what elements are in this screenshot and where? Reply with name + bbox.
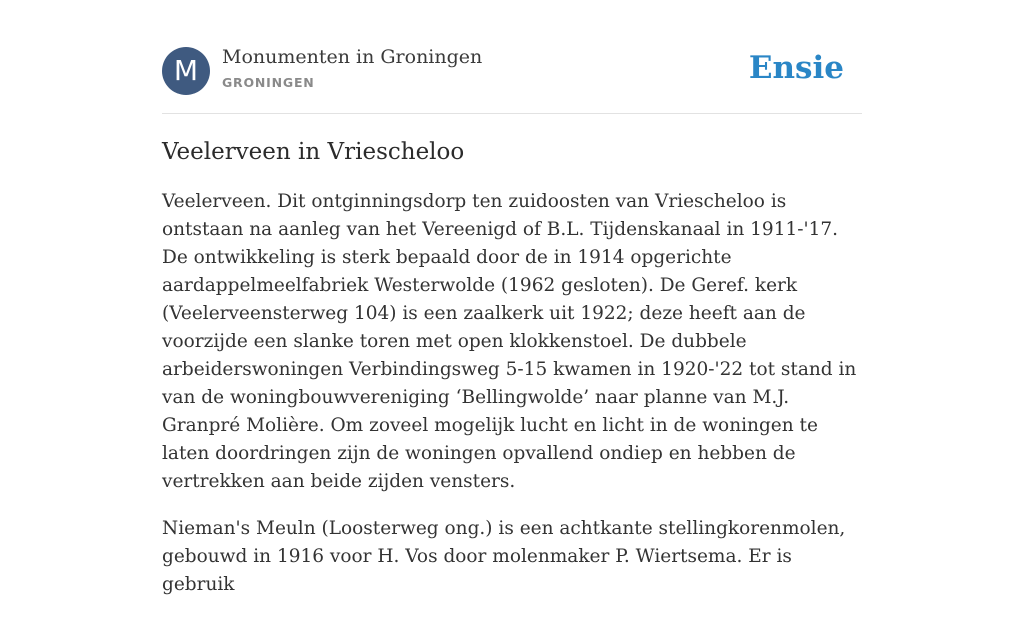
article-paragraph: Veelerveen. Dit ontginningsdorp ten zuidoosten van Vriescheloo is ontstaan na aanleg van het Vereenigd of B.L. Tijdenskanaal in 1911-'17. De ontwikkeling is sterk bepaald door de in 1914 opgerichte aardappelmeelfabriek Westerwolde (1962 gesloten). De Geref. kerk (Veelerveensterweg 104) is een zaalkerk uit 1922; deze heeft aan de voorzijde een slanke toren met open klokkenstoel. De dubbele arbeiderswoningen Verbindingsweg 5-15 kwamen in 1920-'22 tot stand in van de woningbouwvereniging ‘Bellingwolde’ naar planne van M.J. Granpré Molière. Om zoveel mogelijk lucht en licht in de woningen te laten doordringen zijn de woningen opvallend ondiep en hebben de vertrekken aan beide zijden vensters. [162,191,857,492]
article-body [162,188,862,599]
avatar[interactable]: M [162,47,210,95]
site-title[interactable]: Monumenten in Groningen [222,46,483,68]
article-paragraph: Nieman's Meuln (Loosterweg ong.) is een achtkante stellingkorenmolen, gebouwd in 1916 voor H. Vos door molenmaker P. Wiertsema. Er is gebruik [162,518,846,595]
site-subtitle[interactable]: GRONINGEN [222,75,315,90]
article-title: Veelerveen in Vriescheloo [162,139,465,165]
article [162,136,862,618]
brand-logo[interactable]: Ensie [748,50,844,86]
header-divider [162,113,862,114]
page-header [162,46,862,96]
